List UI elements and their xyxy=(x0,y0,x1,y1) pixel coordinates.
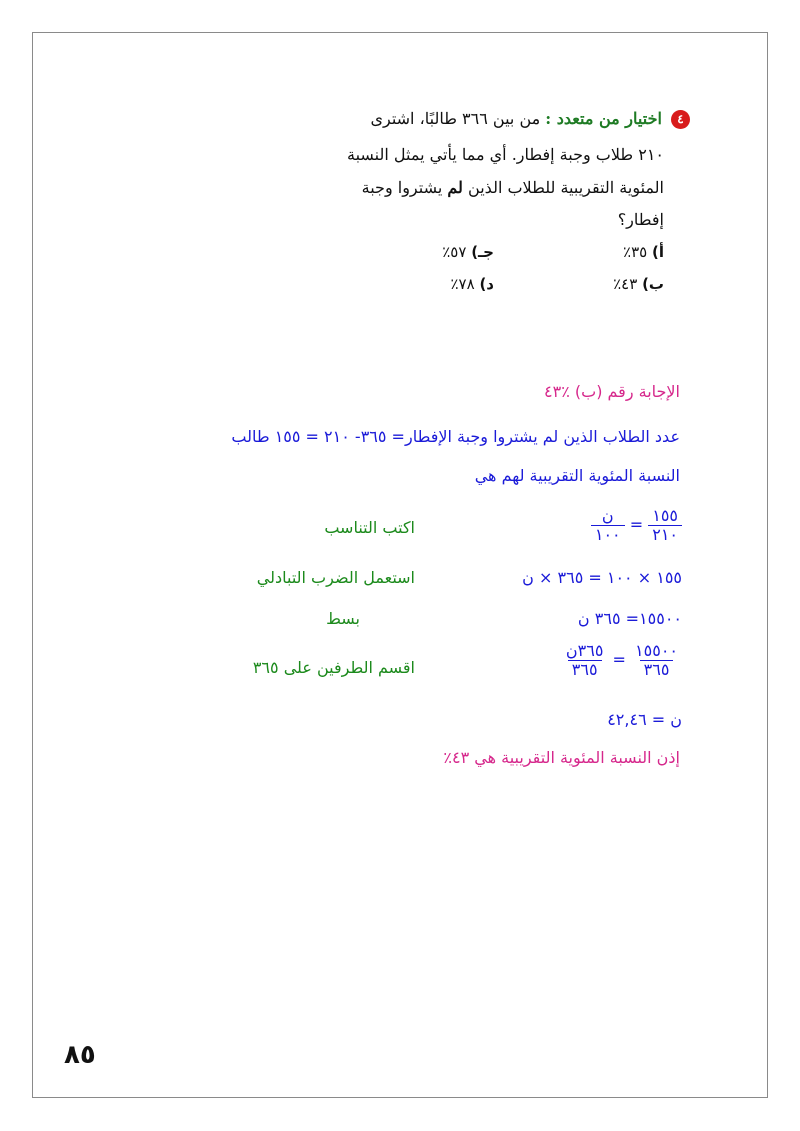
step-label-divide: اقسم الطرفين على ٣٦٥ xyxy=(252,658,415,677)
question-number-badge: ٤ xyxy=(671,110,690,129)
step-label-write-proportion: اكتب التناسب xyxy=(324,518,415,537)
students-count-line: عدد الطلاب الذين لم يشتروا وجبة الإفطار= ٣٦٥- ٢١٠ = ١٥٥ طالب xyxy=(231,427,680,446)
answer-line: الإجابة رقم (ب) ٪٤٣ xyxy=(544,382,680,401)
question-emphasis-not: لم xyxy=(447,178,463,197)
step-label-cross-multiply: استعمل الضرب التبادلي xyxy=(256,568,415,587)
simplify-expression: ١٥٥٠٠= ٣٦٥ ن xyxy=(577,609,682,628)
option-b: ب) ٤٣٪ xyxy=(613,275,664,293)
option-a: أ) ٣٥٪ xyxy=(623,243,664,261)
result-line: ن = ٤٢,٤٦ xyxy=(607,710,682,729)
fraction-right: $\frac{١٥٥}{٢١٠}$ xyxy=(648,507,682,544)
option-c: جـ) ٥٧٪ xyxy=(442,243,494,261)
question-line-3: المئوية التقريبية للطلاب الذين لم يشتروا وجبة xyxy=(361,178,664,197)
fraction-left: $\frac{\text{ن}}{١٠٠}$ xyxy=(591,507,625,544)
fraction-left: $\frac{\text{٣٦٥ن}}{٣٦٥}$ xyxy=(565,641,604,679)
question-line-4: إفطار؟ xyxy=(617,210,664,229)
question-line-1: من بين ٣٦٦ طالبًا، اشترى xyxy=(370,109,541,128)
percent-intro-line: النسبة المئوية التقريبية لهم هي xyxy=(474,466,680,485)
division-expression: $\frac{١٥٥٠٠}{٣٦٥}$ = $\frac{\text{٣٦٥ن}}{٣٦٥}$ xyxy=(562,642,682,679)
cross-multiply-expression: ١٥٥ × ١٠٠ = ٣٦٥ × ن xyxy=(522,568,682,587)
fraction-right: $\frac{١٥٥٠٠}{٣٦٥}$ xyxy=(635,641,678,679)
question-heading-line xyxy=(370,109,690,129)
conclusion-line: إذن النسبة المئوية التقريبية هي ٤٣٪ xyxy=(443,748,680,767)
step-label-simplify: بسط xyxy=(326,609,360,628)
option-d: د) ٧٨٪ xyxy=(450,275,494,293)
question-line-2: ٢١٠ طلاب وجبة إفطار. أي مما يأتي يمثل النسبة xyxy=(347,145,664,164)
proportion-expression: $\frac{١٥٥}{٢١٠}$ = $\frac{\text{ن}}{١٠٠}$ xyxy=(591,507,682,544)
page-number: ٨٥ xyxy=(64,1040,96,1070)
question-title: اختيار من متعدد : xyxy=(545,109,662,128)
